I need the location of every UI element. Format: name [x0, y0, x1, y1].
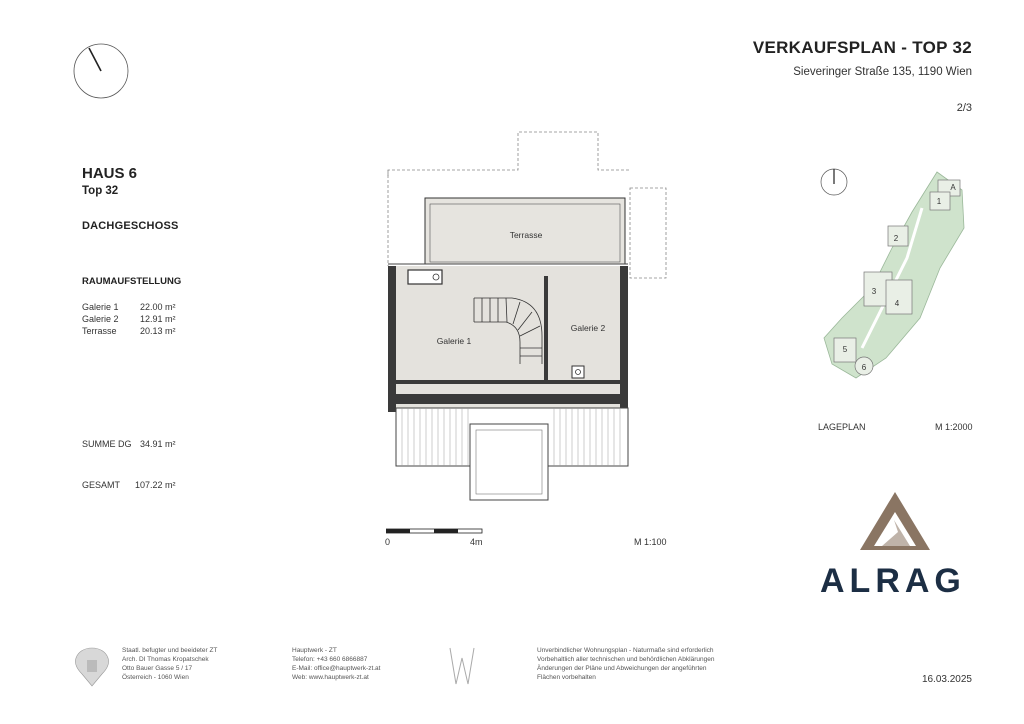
- floor-sum-row: [82, 439, 222, 451]
- plan-scale: M 1:100: [634, 537, 667, 547]
- coat-of-arms-icon: [72, 644, 112, 688]
- plan-date: 16.03.2025: [921, 674, 972, 685]
- room-name: Terrasse: [82, 326, 117, 336]
- floor-plan: [380, 126, 670, 502]
- page-number: 2/3: [956, 102, 972, 114]
- building-label: 2: [893, 234, 899, 243]
- room-area: 22.00 m²: [140, 302, 176, 312]
- building-label: 3: [871, 287, 877, 296]
- project-address: Sieveringer Straße 135, 1190 Wien: [793, 66, 972, 78]
- unit-number: Top 32: [82, 185, 119, 197]
- north-compass-icon: [72, 42, 130, 100]
- scale-bar: [386, 528, 486, 536]
- site-plan-scale: M 1:2000: [935, 422, 973, 432]
- building-label: A: [950, 183, 956, 192]
- floor-sum-value: 34.91 m²: [140, 439, 176, 449]
- room-row: [82, 326, 202, 338]
- room-name: Galerie 1: [82, 302, 119, 312]
- room-name: Galerie 2: [82, 314, 119, 324]
- page-title: VERKAUFSPLAN - TOP 32: [752, 38, 972, 57]
- alrag-logo-icon: [858, 490, 932, 552]
- office-contact: Hauptwerk - ZT Telefon: +43 660 6866887 E-Mail: office@hauptwerk-zt.at Web: www.hauptwerk-zt.at: [292, 647, 381, 681]
- room-list-heading: RAUMAUFSTELLUNG: [82, 276, 182, 287]
- room-area: 12.91 m²: [140, 314, 176, 324]
- label-galerie-1: Galerie 1: [436, 336, 472, 346]
- room-row: [82, 302, 202, 314]
- disclaimer: Unverbindlicher Wohnungsplan - Naturmaße sind erforderlich Vorbehaltlich aller technischen und behördlichen Abklärungen Änderungen der Pläne und Abweichungen der angeführten Flächen vorbehalten: [537, 647, 715, 681]
- site-plan-label: LAGEPLAN: [818, 422, 866, 432]
- architect-info: Staatl. befugter und beeideter ZT Arch. DI Thomas Kropatschek Otto Bauer Gasse 5 / 17 Österreich - 1060 Wien: [122, 647, 218, 681]
- total-value: 107.22 m²: [135, 480, 176, 490]
- scale-bar-start: 0: [385, 537, 391, 547]
- site-plan: [812, 168, 972, 388]
- hauptwerk-logo-icon: [448, 646, 476, 686]
- building-label: 5: [842, 345, 848, 354]
- building-label: 4: [894, 299, 900, 308]
- room-row: [82, 314, 202, 326]
- scale-bar-end: 4m: [470, 537, 483, 547]
- floor-sum-label: SUMME DG: [82, 439, 132, 449]
- total-label: GESAMT: [82, 480, 121, 490]
- total-row: [82, 480, 222, 492]
- building-label: 1: [936, 197, 942, 206]
- floor-name: DACHGESCHOSS: [82, 220, 179, 232]
- brand-name: ALRAG: [820, 562, 966, 600]
- house-number: HAUS 6: [82, 165, 138, 182]
- building-label: 6: [861, 363, 867, 372]
- label-terrace: Terrasse: [509, 230, 543, 240]
- room-area: 20.13 m²: [140, 326, 176, 336]
- label-galerie-2: Galerie 2: [570, 323, 606, 333]
